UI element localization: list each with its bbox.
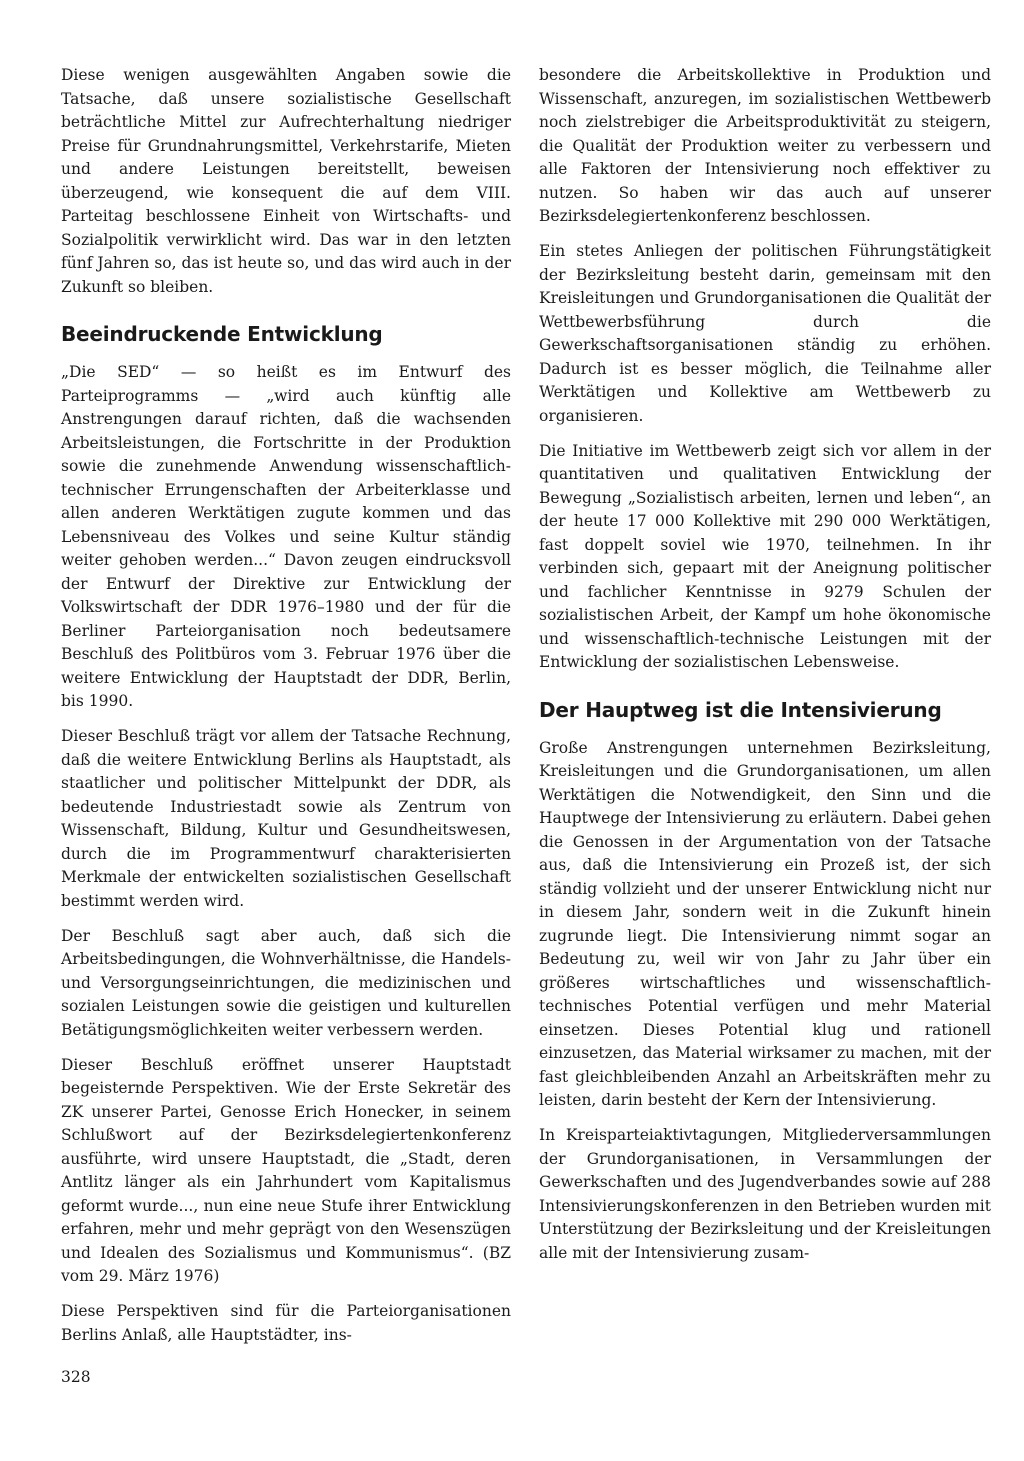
paragraph: Diese wenigen ausgewählten Angaben sowie die Tatsache, daß unsere sozialistische Gesellschaft beträchtliche Mittel zur Aufrechterhaltung niedriger Preise für Grundnahrungsmittel, Verkehrstarife, Mieten und andere Leistungen bereitstellt, beweisen überzeugend, wie konsequent die auf dem VIII. Parteitag beschlossene Einheit von Wirtschafts- und Sozialpolitik verwirklicht wird. Das war in den letzten fünf Jahren so, das ist heute so, und das wird auch in der Zukunft so bleiben. xyxy=(61,66,511,296)
left-column xyxy=(61,64,511,1359)
paragraph: besondere die Arbeitskollektive in Produktion und Wissenschaft, anzuregen, im sozialistischen Wettbewerb noch zielstrebiger die Arbeitsproduktivität zu steigern, die Qualität der Produktion weiter zu verbessern und alle Faktoren der Intensivierung noch effektiver zu nutzen. So haben wir das auch auf unserer Bezirksdelegiertenkonferenz beschlossen. xyxy=(539,66,991,225)
right-column xyxy=(539,64,991,1277)
page-number: 328 xyxy=(61,1368,91,1386)
section-heading: Der Hauptweg ist die Intensivierung xyxy=(539,697,942,722)
paragraph: In Kreisparteiaktivtagungen, Mitgliederversammlungen der Grundorganisationen, in Versammlungen der Gewerkschaften und des Jugendverbandes sowie auf 288 Intensivierungskonferenzen in den Betrieben wurden mit Unterstützung der Bezirksleitung und der Kreisleitungen alle mit der Intensivierung zusam- xyxy=(539,1126,991,1262)
paragraph: Große Anstrengungen unternehmen Bezirksleitung, Kreisleitungen und die Grundorganisationen, um allen Werktätigen die Notwendigkeit, den Sinn und die Hauptwege der Intensivierung zu erläutern. Dabei gehen die Genossen in der Argumentation von der Tatsache aus, daß die Intensivierung ein Prozeß ist, der sich ständig vollzieht und der unserer Entwicklung nicht nur in diesem Jahr, sondern weit in die Zukunft hinein zugrunde liegt. Die Intensivierung nimmt sogar an Bedeutung zu, weil wir von Jahr zu Jahr über ein größeres wirtschaftliches und wissenschaftlich-technisches Potential verfügen und mehr Material einsetzen. Dieses Potential klug und rationell einzusetzen, das Material wirksamer zu machen, mit der fast gleichbleibenden Anzahl an Arbeitskräften mehr zu leisten, darin besteht der Kern der Intensivierung. xyxy=(539,738,991,1109)
paragraph: Dieser Beschluß eröffnet unserer Hauptstadt begeisternde Perspektiven. Wie der Erste Sekretär des ZK unserer Partei, Genosse Erich Honecker, in seinem Schlußwort auf der Bezirksdelegiertenkonferenz ausführte, wird unsere Hauptstadt, die „Stadt, deren Antlitz länger als ein Jahrhundert vom Kapitalismus geformt wurde..., nun eine neue Stufe ihrer Entwicklung erfahren, mehr und mehr geprägt von den Wesenszügen und Idealen des Sozialismus und Kommunismus“. (BZ vom 29. März 1976) xyxy=(61,1055,511,1285)
paragraph: Dieser Beschluß trägt vor allem der Tatsache Rechnung, daß die weitere Entwicklung Berlins als Hauptstadt, als staatlicher und politischer Mittelpunkt der DDR, als bedeutende Industriestadt sowie als Zentrum von Wissenschaft, Bildung, Kultur und Gesundheitswesen, durch die im Programmentwurf charakterisierten Merkmale der entwickelten sozialistischen Gesellschaft bestimmt werden wird. xyxy=(61,727,511,910)
paragraph: Der Beschluß sagt aber auch, daß sich die Arbeitsbedingungen, die Wohnverhältnisse, die Handels- und Versorgungseinrichtungen, die medizinischen und sozialen Leistungen sowie die geistigen und kulturellen Betätigungsmöglichkeiten weiter verbessern werden. xyxy=(61,926,511,1039)
section-heading: Beeindruckende Entwicklung xyxy=(61,322,383,346)
paragraph: Diese Perspektiven sind für die Parteiorganisationen Berlins Anlaß, alle Hauptstädter, ins- xyxy=(61,1302,511,1344)
paragraph: Ein stetes Anliegen der politischen Führungstätigkeit der Bezirksleitung besteht darin, gemeinsam mit den Kreisleitungen und Grundorganisationen die Qualität der Wettbewerbsführung durch die Gewerkschaftsorganisationen ständig zu erhöhen. Dadurch ist es besser möglich, die Teilnahme aller Werktätigen und Kollektive am Wettbewerb zu organisieren. xyxy=(539,242,991,425)
paragraph: Die Initiative im Wettbewerb zeigt sich vor allem in der quantitativen und qualitativen Entwicklung der Bewegung „Sozialistisch arbeiten, lernen und leben“, an der heute 17 000 Kollektive mit 290 000 Werktätigen, fast doppelt soviel wie 1970, teilnehmen. In ihr verbinden sich, gepaart mit der Aneignung politischer und fachlicher Kenntnisse in 9279 Schulen der sozialistischen Arbeit, der Kampf um hohe ökonomische und wissenschaftlich-technische Leistungen mit der Entwicklung der sozialistischen Lebensweise. xyxy=(539,441,991,671)
paragraph: „Die SED“ — so heißt es im Entwurf des Parteiprogramms — „wird auch künftig alle Anstrengungen darauf richten, daß die wachsenden Arbeitsleistungen, die Fortschritte in der Produktion sowie die zunehmende Anwendung wissenschaftlich-technischer Errungenschaften der Arbeiterklasse und allen anderen Werktätigen zugute kommen und das Lebensniveau des Volkes und seine Kultur ständig weiter gehoben werden...“ Davon zeugen eindrucksvoll der Entwurf der Direktive zur Entwicklung der Volkswirtschaft der DDR 1976–1980 und der für die Berliner Parteiorganisation noch bedeutsamere Beschluß des Politbüros vom 3. Februar 1976 über die weitere Entwicklung der Hauptstadt der DDR, Berlin, bis 1990. xyxy=(61,363,511,710)
